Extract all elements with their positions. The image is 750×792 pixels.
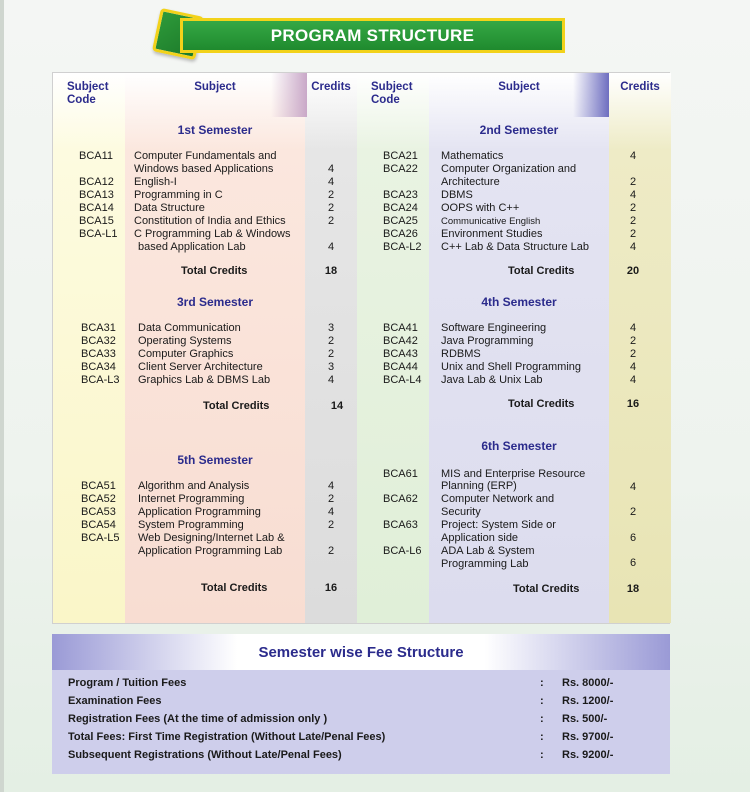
subject-code: BCA14 bbox=[79, 202, 114, 214]
subject-code: BCA43 bbox=[383, 348, 418, 360]
subject-name: Windows based Applications bbox=[134, 163, 274, 175]
subject-code: BCA21 bbox=[383, 150, 418, 162]
fee-title: Semester wise Fee Structure bbox=[258, 643, 464, 661]
subject-name: Programming in C bbox=[134, 189, 223, 201]
credit-value: 3 bbox=[327, 361, 335, 373]
subject-name: ADA Lab & System bbox=[441, 545, 535, 557]
header-subject-code: Subject Code bbox=[371, 81, 413, 106]
program-table bbox=[52, 72, 670, 624]
header-credits: Credits bbox=[311, 81, 351, 93]
total-credits-label: Total Credits bbox=[181, 265, 248, 277]
subject-name: OOPS with C++ bbox=[441, 202, 520, 214]
subject-code: BCA22 bbox=[383, 163, 418, 175]
subject-code: BCA54 bbox=[81, 519, 116, 531]
subject-name: Communicative English bbox=[441, 216, 541, 227]
fee-row bbox=[52, 749, 670, 767]
subject-code: BCA42 bbox=[383, 335, 418, 347]
subject-code: BCA25 bbox=[383, 215, 418, 227]
credit-value: 2 bbox=[629, 228, 637, 240]
total-credits-value: 18 bbox=[324, 265, 338, 277]
subject-name: Programming Lab bbox=[441, 558, 529, 570]
subject-name: Internet Programming bbox=[138, 493, 245, 505]
total-credits-value: 16 bbox=[626, 398, 640, 410]
subject-name: Application Programming Lab bbox=[138, 545, 283, 557]
subject-name: Java Programming bbox=[441, 335, 534, 347]
credit-value: 2 bbox=[629, 215, 637, 227]
subject-name: based Application Lab bbox=[138, 241, 246, 253]
credit-value: 2 bbox=[327, 545, 335, 557]
subject-code: BCA-L6 bbox=[383, 545, 422, 557]
subject-name: Application side bbox=[441, 532, 519, 544]
subject-code: BCA44 bbox=[383, 361, 418, 373]
subject-code: BCA15 bbox=[79, 215, 114, 227]
subject-name: Constitution of India and Ethics bbox=[134, 215, 286, 227]
fee-label: Program / Tuition Fees bbox=[68, 677, 187, 689]
subject-code: BCA34 bbox=[81, 361, 116, 373]
credit-value: 4 bbox=[629, 374, 637, 386]
total-credits-label: Total Credits bbox=[201, 582, 268, 594]
semester-title: 4th Semester bbox=[481, 295, 557, 309]
credit-value: 4 bbox=[629, 481, 637, 493]
subject-name: Computer Graphics bbox=[138, 348, 234, 360]
subject-name: Computer Organization and bbox=[441, 163, 577, 175]
credit-value: 2 bbox=[327, 215, 335, 227]
credit-value: 4 bbox=[629, 241, 637, 253]
fee-row bbox=[52, 695, 670, 713]
credit-value: 4 bbox=[327, 480, 335, 492]
credit-value: 3 bbox=[327, 322, 335, 334]
subject-name: Client Server Architecture bbox=[138, 361, 263, 373]
semester-title: 3rd Semester bbox=[176, 295, 254, 309]
subject-name: Planning (ERP) bbox=[441, 480, 517, 492]
credit-value: 2 bbox=[327, 493, 335, 505]
subject-name: English-I bbox=[134, 176, 177, 188]
subject-code: BCA51 bbox=[81, 480, 116, 492]
subject-name: Data Structure bbox=[134, 202, 205, 214]
subject-name: RDBMS bbox=[441, 348, 481, 360]
subject-name: Data Communication bbox=[138, 322, 241, 334]
fee-colon: : bbox=[540, 749, 544, 761]
subject-code: BCA63 bbox=[383, 519, 418, 531]
subject-name: System Programming bbox=[138, 519, 244, 531]
subject-name: Algorithm and Analysis bbox=[138, 480, 250, 492]
credit-value: 6 bbox=[629, 532, 637, 544]
subject-name: Software Engineering bbox=[441, 322, 547, 334]
fee-row bbox=[52, 731, 670, 749]
subject-name: Java Lab & Unix Lab bbox=[441, 374, 543, 386]
subject-code: BCA-L3 bbox=[81, 374, 120, 386]
fee-colon: : bbox=[540, 695, 544, 707]
credit-value: 6 bbox=[629, 557, 637, 569]
semester-title: 5th Semester bbox=[177, 453, 253, 467]
fee-header bbox=[52, 634, 670, 670]
subject-name: Graphics Lab & DBMS Lab bbox=[138, 374, 271, 386]
credit-value: 2 bbox=[629, 202, 637, 214]
semester-title: 1st Semester bbox=[177, 123, 253, 137]
subject-name: C++ Lab & Data Structure Lab bbox=[441, 241, 589, 253]
fee-label: Total Fees: First Time Registration (Without Late/Penal Fees) bbox=[68, 731, 386, 743]
credit-value: 2 bbox=[327, 189, 335, 201]
credit-value: 4 bbox=[327, 241, 335, 253]
subject-name: Project: System Side or bbox=[441, 519, 556, 531]
fee-label: Examination Fees bbox=[68, 695, 162, 707]
total-credits-label: Total Credits bbox=[508, 398, 575, 410]
credit-value: 2 bbox=[327, 519, 335, 531]
credit-value: 4 bbox=[629, 189, 637, 201]
fee-label: Registration Fees (At the time of admission only ) bbox=[68, 713, 328, 725]
credit-value: 2 bbox=[327, 202, 335, 214]
subject-name: Application Programming bbox=[138, 506, 261, 518]
header-accent bbox=[271, 73, 307, 117]
fee-row bbox=[52, 677, 670, 695]
fee-amount: Rs. 500/- bbox=[562, 713, 608, 725]
header-accent bbox=[573, 73, 609, 117]
fee-colon: : bbox=[540, 677, 544, 689]
credit-value: 2 bbox=[629, 506, 637, 518]
credit-value: 4 bbox=[327, 176, 335, 188]
subject-name: Operating Systems bbox=[138, 335, 232, 347]
fee-structure bbox=[52, 634, 670, 774]
credit-value: 4 bbox=[629, 322, 637, 334]
fee-amount: Rs. 9700/- bbox=[562, 731, 614, 743]
credit-value: 4 bbox=[629, 150, 637, 162]
semester-title: 6th Semester bbox=[481, 439, 557, 453]
subject-name: Web Designing/Internet Lab & bbox=[138, 532, 285, 544]
subject-name: Unix and Shell Programming bbox=[441, 361, 582, 373]
fee-label: Subsequent Registrations (Without Late/Penal Fees) bbox=[68, 749, 342, 761]
header-subject: Subject bbox=[498, 81, 540, 93]
header-credits: Credits bbox=[620, 81, 660, 93]
header-subject-code: Subject Code bbox=[67, 81, 109, 106]
subject-code: BCA-L1 bbox=[79, 228, 118, 240]
total-credits-value: 16 bbox=[324, 582, 338, 594]
title-bar bbox=[180, 18, 565, 53]
total-credits-value: 14 bbox=[330, 400, 344, 412]
subject-code: BCA41 bbox=[383, 322, 418, 334]
credit-value: 2 bbox=[327, 335, 335, 347]
subject-code: BCA-L4 bbox=[383, 374, 422, 386]
total-credits-label: Total Credits bbox=[513, 583, 580, 595]
fee-amount: Rs. 9200/- bbox=[562, 749, 614, 761]
page-border bbox=[0, 0, 4, 792]
credit-value: 4 bbox=[327, 506, 335, 518]
subject-code: BCA61 bbox=[383, 468, 418, 480]
subject-code: BCA53 bbox=[81, 506, 116, 518]
fee-amount: Rs. 8000/- bbox=[562, 677, 614, 689]
fee-row bbox=[52, 713, 670, 731]
fee-amount: Rs. 1200/- bbox=[562, 695, 614, 707]
total-credits-value: 20 bbox=[626, 265, 640, 277]
fee-colon: : bbox=[540, 713, 544, 725]
credit-value: 2 bbox=[629, 348, 637, 360]
subject-name: Environment Studies bbox=[441, 228, 543, 240]
total-credits-value: 18 bbox=[626, 583, 640, 595]
credit-value: 4 bbox=[327, 374, 335, 386]
subject-code: BCA-L5 bbox=[81, 532, 120, 544]
title-banner bbox=[150, 8, 570, 60]
subject-code: BCA11 bbox=[79, 150, 114, 162]
subject-code: BCA12 bbox=[79, 176, 114, 188]
semester-title: 2nd Semester bbox=[479, 123, 559, 137]
subject-code: BCA52 bbox=[81, 493, 116, 505]
subject-name: Computer Fundamentals and bbox=[134, 150, 277, 162]
header-subject: Subject bbox=[194, 81, 236, 93]
subject-code: BCA24 bbox=[383, 202, 418, 214]
subject-name: C Programming Lab & Windows bbox=[134, 228, 291, 240]
credit-value: 4 bbox=[327, 163, 335, 175]
subject-name: Architecture bbox=[441, 176, 500, 188]
credit-value: 4 bbox=[629, 361, 637, 373]
subject-name: Mathematics bbox=[441, 150, 504, 162]
subject-code: BCA62 bbox=[383, 493, 418, 505]
subject-code: BCA31 bbox=[81, 322, 116, 334]
credit-value: 2 bbox=[629, 335, 637, 347]
subject-code: BCA-L2 bbox=[383, 241, 422, 253]
fee-colon: : bbox=[540, 731, 544, 743]
credit-value: 2 bbox=[629, 176, 637, 188]
subject-name: Computer Network and bbox=[441, 493, 555, 505]
subject-name: DBMS bbox=[441, 189, 473, 201]
page-title: PROGRAM STRUCTURE bbox=[270, 25, 475, 45]
subject-code: BCA23 bbox=[383, 189, 418, 201]
total-credits-label: Total Credits bbox=[508, 265, 575, 277]
credit-value: 2 bbox=[327, 348, 335, 360]
subject-name: Security bbox=[441, 506, 481, 518]
subject-code: BCA33 bbox=[81, 348, 116, 360]
total-credits-label: Total Credits bbox=[203, 400, 270, 412]
subject-code: BCA32 bbox=[81, 335, 116, 347]
subject-name: MIS and Enterprise Resource bbox=[441, 468, 586, 480]
subject-code: BCA13 bbox=[79, 189, 114, 201]
subject-code: BCA26 bbox=[383, 228, 418, 240]
